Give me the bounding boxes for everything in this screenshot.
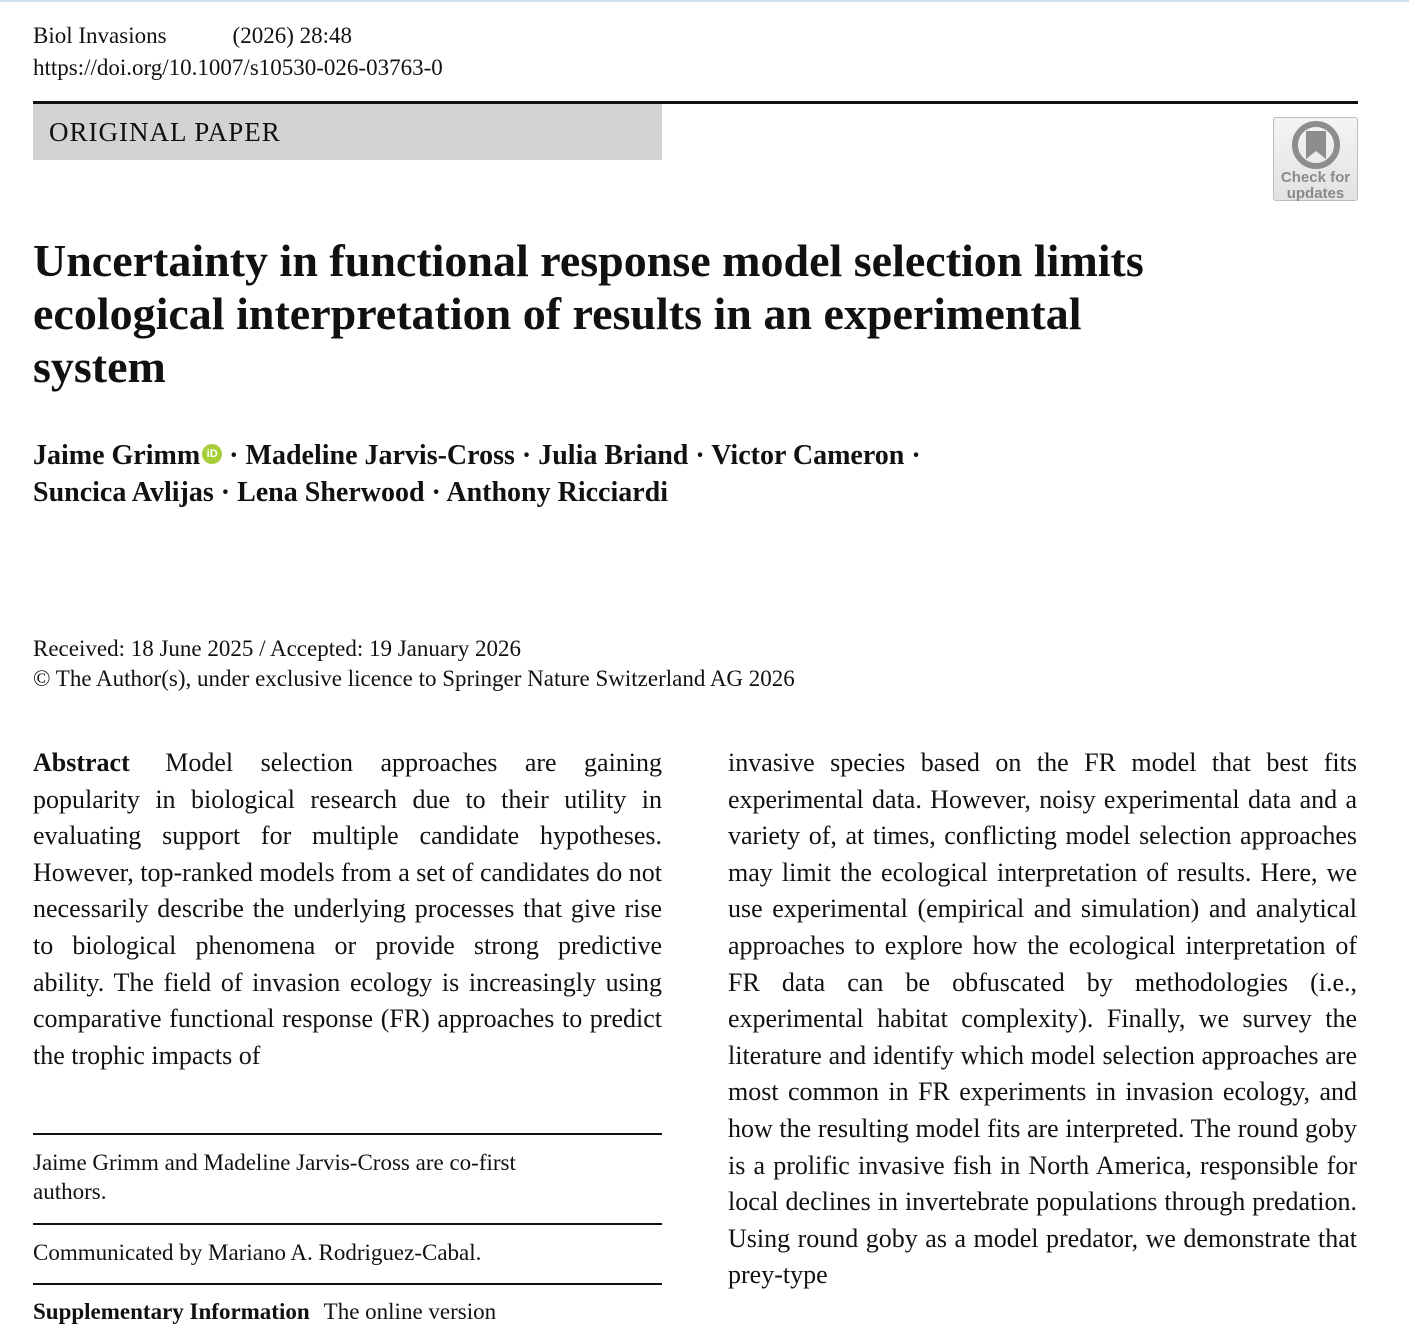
- received-accepted-dates: Received: 18 June 2025 / Accepted: 19 January 2026: [33, 636, 521, 661]
- journal-name: Biol Invasions: [33, 23, 167, 48]
- footnote-rule: [33, 1283, 662, 1285]
- doi-link[interactable]: https://doi.org/10.1007/s10530-026-03763-0: [33, 55, 443, 80]
- footnote-rule: [33, 1133, 662, 1135]
- author-name[interactable]: Anthony Ricciardi: [446, 477, 669, 508]
- author-list: [33, 437, 1033, 511]
- supplementary-heading: Supplementary Information: [33, 1299, 310, 1324]
- abstract-right-column: invasive species based on the FR model that best fits experimental data. However, noisy experimental data and a variety of, at times, conflicting model selection approaches may limit the ecological interpretation of results. Here, we use experimental (empirical and simulation) and analytical approaches to explore how the ecological interpretation of FR data can be obfuscated by methodologies (i.e., experimental habitat complexity). Finally, we survey the literature and identify which model selection approaches are most common in FR experiments in invasion ecology, and how the resulting model fits are interpreted. The round goby is a prolific invasive fish in North America, responsible for local declines in invertebrate populations through predation. Using round goby as a model predator, we demonstrate that prey-type: [728, 748, 1357, 1290]
- author-name[interactable]: Jaime Grimm iD: [33, 440, 222, 471]
- author-separator: ·: [222, 440, 246, 471]
- footnote-rule: [33, 1223, 662, 1225]
- copyright-line: © The Author(s), under exclusive licence to Springer Nature Switzerland AG 2026: [33, 666, 795, 691]
- top-border: [0, 0, 1409, 2]
- author-separator: ·: [213, 477, 238, 508]
- author-separator: ·: [904, 440, 921, 471]
- author-separator: ·: [688, 440, 712, 471]
- communicated-by-note: Communicated by Mariano A. Rodriguez-Cabal.: [33, 1240, 482, 1265]
- author-name[interactable]: Lena Sherwood: [237, 477, 425, 508]
- journal-header: [33, 21, 352, 51]
- orcid-icon[interactable]: iD: [202, 444, 222, 464]
- abstract-left-column: [33, 745, 662, 1074]
- author-name[interactable]: Madeline Jarvis-Cross: [245, 440, 515, 471]
- abstract-heading: Abstract: [33, 748, 130, 777]
- supplementary-text: The online version: [323, 1299, 497, 1324]
- paper-title: Uncertainty in functional response model selection limits ecological interpretation of results in an experimental system: [33, 235, 1144, 392]
- abstract-text-left: Model selection approaches are gaining popularity in biological research due to their utility in evaluating support for multiple candidate hypotheses. However, top-ranked models from a set of candidates do not necessarily describe the underlying processes that give rise to biological phenomena or provide strong predictive ability. The field of invasion ecology is increasingly using comparative functional response (FR) approaches to predict the trophic impacts of: [33, 748, 663, 1070]
- supplementary-information-note: [33, 1297, 662, 1326]
- citation: (2026) 28:48: [232, 23, 352, 48]
- crossmark-icon: [1292, 121, 1340, 169]
- cofirst-author-note: Jaime Grimm and Madeline Jarvis-Cross are co-first authors.: [33, 1150, 516, 1204]
- author-name[interactable]: Suncica Avlijas: [33, 477, 214, 508]
- author-name[interactable]: Julia Briand: [538, 440, 689, 471]
- check-updates-line1: Check for: [1280, 169, 1351, 186]
- author-separator: ·: [514, 440, 539, 471]
- check-updates-line2: updates: [1286, 185, 1345, 202]
- paper-type-banner: ORIGINAL PAPER: [33, 104, 662, 160]
- author-separator: ·: [424, 477, 447, 508]
- check-for-updates-button[interactable]: [1273, 117, 1358, 201]
- author-name[interactable]: Victor Cameron: [711, 440, 905, 471]
- publication-dates: [33, 634, 795, 694]
